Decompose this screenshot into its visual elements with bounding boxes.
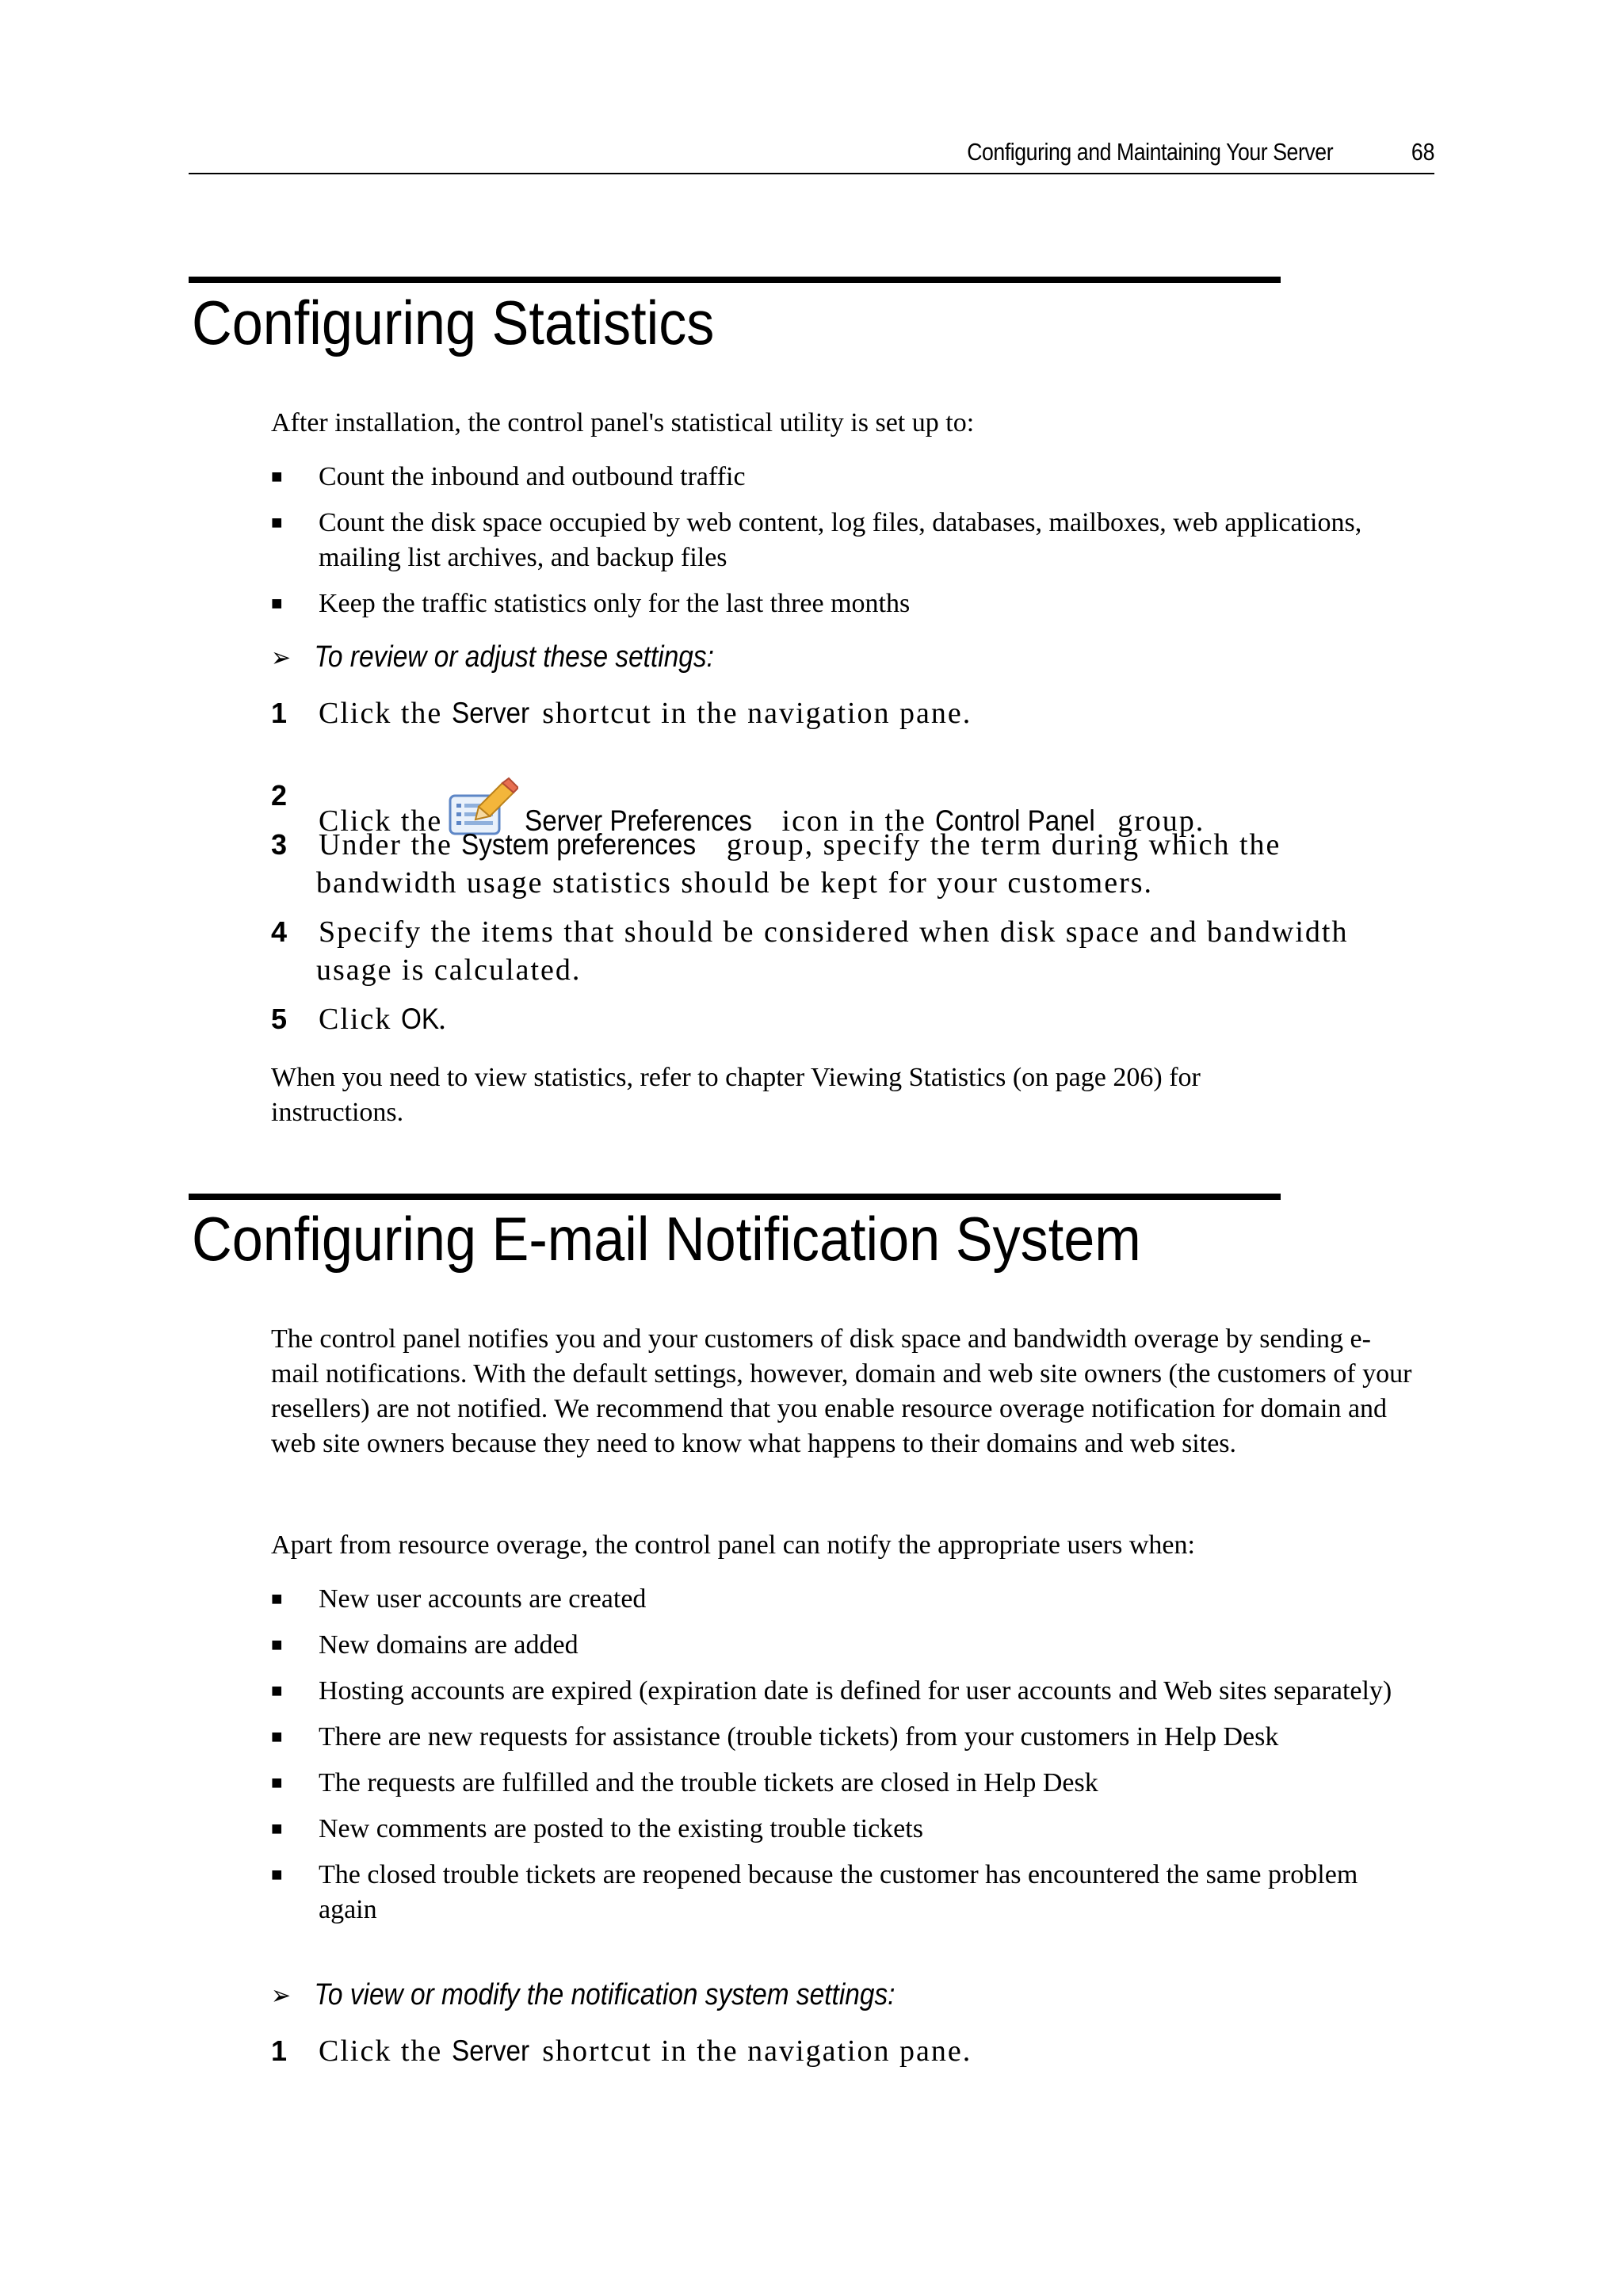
header-title: Configuring and Maintaining Your Server (967, 138, 1333, 166)
bullet-list (271, 460, 1420, 621)
ui-reference: System preferences (461, 828, 697, 861)
list-item: ■ Hosting accounts are expired (expiration date is defined for user accounts and Web sites separately) (271, 1674, 1412, 1709)
bullet-icon: ■ (271, 594, 283, 614)
step: 1 Click the Server shortcut in the navigation pane. (271, 694, 1444, 732)
list-item: ■ Count the disk space occupied by web content, log files, databases, mailboxes, web applications, mailing list archives, and backup files (271, 506, 1420, 575)
paragraph: When you need to view statistics, refer to chapter Viewing Statistics (on page 206) for instructions. (271, 1063, 1201, 1127)
arrow-bullet-icon: ➢ (271, 643, 292, 673)
bullet-icon: ■ (271, 1635, 283, 1656)
list-item: ■ The requests are fulfilled and the trouble tickets are closed in Help Desk (271, 1766, 1412, 1801)
section-rule (189, 277, 1281, 283)
list-item: ■ There are new requests for assistance (trouble tickets) from your customers in Help Desk (271, 1720, 1412, 1755)
running-header (189, 135, 1434, 174)
section-rule (189, 1194, 1281, 1200)
list-item: ■ Count the inbound and outbound traffic (271, 460, 1420, 495)
list-item: ■ The closed trouble tickets are reopened because the customer has encountered the same problem again (271, 1858, 1412, 1927)
ui-reference: Server (451, 2034, 529, 2067)
bullet-icon: ■ (271, 1865, 283, 1885)
arrow-bullet-icon: ➢ (271, 1981, 292, 2011)
step: 4 Specify the items that should be considered when disk space and bandwidth usage is calculated. (271, 913, 1444, 989)
step: 2 Click the Server Preferences icon in the Control Panel group. (271, 777, 1444, 840)
bullet-icon: ■ (271, 1681, 283, 1702)
ui-reference: OK (400, 1003, 439, 1035)
step: 1 Click the Server shortcut in the navigation pane. (271, 2032, 1444, 2070)
paragraph: The control panel notifies you and your customers of disk space and bandwidth overage by sending e-mail notifications. With the default settings, however, domain and web site owners (the customers of your resellers) are not notified. We recommend that you enable resource overage notification for domain and web site owners because they need to know what happens to their domains and web sites. (271, 1324, 1412, 1458)
bullet-icon: ■ (271, 1589, 283, 1610)
procedure-title: ➢ To view or modify the notification system settings: (271, 1978, 896, 2011)
bullet-icon: ■ (271, 1727, 283, 1748)
list-item: ■ Keep the traffic statistics only for the last three months (271, 586, 1420, 621)
step: 5 Click OK. (271, 1000, 1444, 1038)
bullet-icon: ■ (271, 1773, 283, 1794)
step-number: 4 (271, 915, 288, 948)
step-number: 1 (271, 697, 288, 729)
section-title: Configuring E-mail Notification System (192, 1204, 1141, 1274)
step-number: 3 (271, 828, 288, 861)
section-title: Configuring Statistics (192, 288, 715, 357)
paragraph: After installation, the control panel's statistical utility is set up to: (271, 408, 975, 437)
procedure-title: ➢ To review or adjust these settings: (271, 640, 714, 674)
step-number: 1 (271, 2034, 288, 2067)
step-number: 2 (271, 779, 288, 812)
bullet-list (271, 1582, 1412, 1927)
list-item: ■ New comments are posted to the existing trouble tickets (271, 1812, 1412, 1847)
bullet-icon: ■ (271, 1819, 283, 1839)
page-number: 68 (1411, 138, 1434, 166)
ui-reference: Server (451, 697, 529, 729)
list-item: ■ New domains are added (271, 1628, 1412, 1663)
step: 3 Under the System preferences group, specify the term during which the bandwidth usage statistics should be kept for your customers. (271, 826, 1444, 902)
step-number: 5 (271, 1003, 288, 1035)
ui-reference: Server Preferences (525, 804, 753, 837)
bullet-icon: ■ (271, 513, 283, 533)
bullet-icon: ■ (271, 467, 283, 487)
ui-reference: Control Panel (935, 804, 1096, 837)
list-item: ■ New user accounts are created (271, 1582, 1412, 1617)
paragraph: Apart from resource overage, the control panel can notify the appropriate users when: (271, 1530, 1195, 1560)
